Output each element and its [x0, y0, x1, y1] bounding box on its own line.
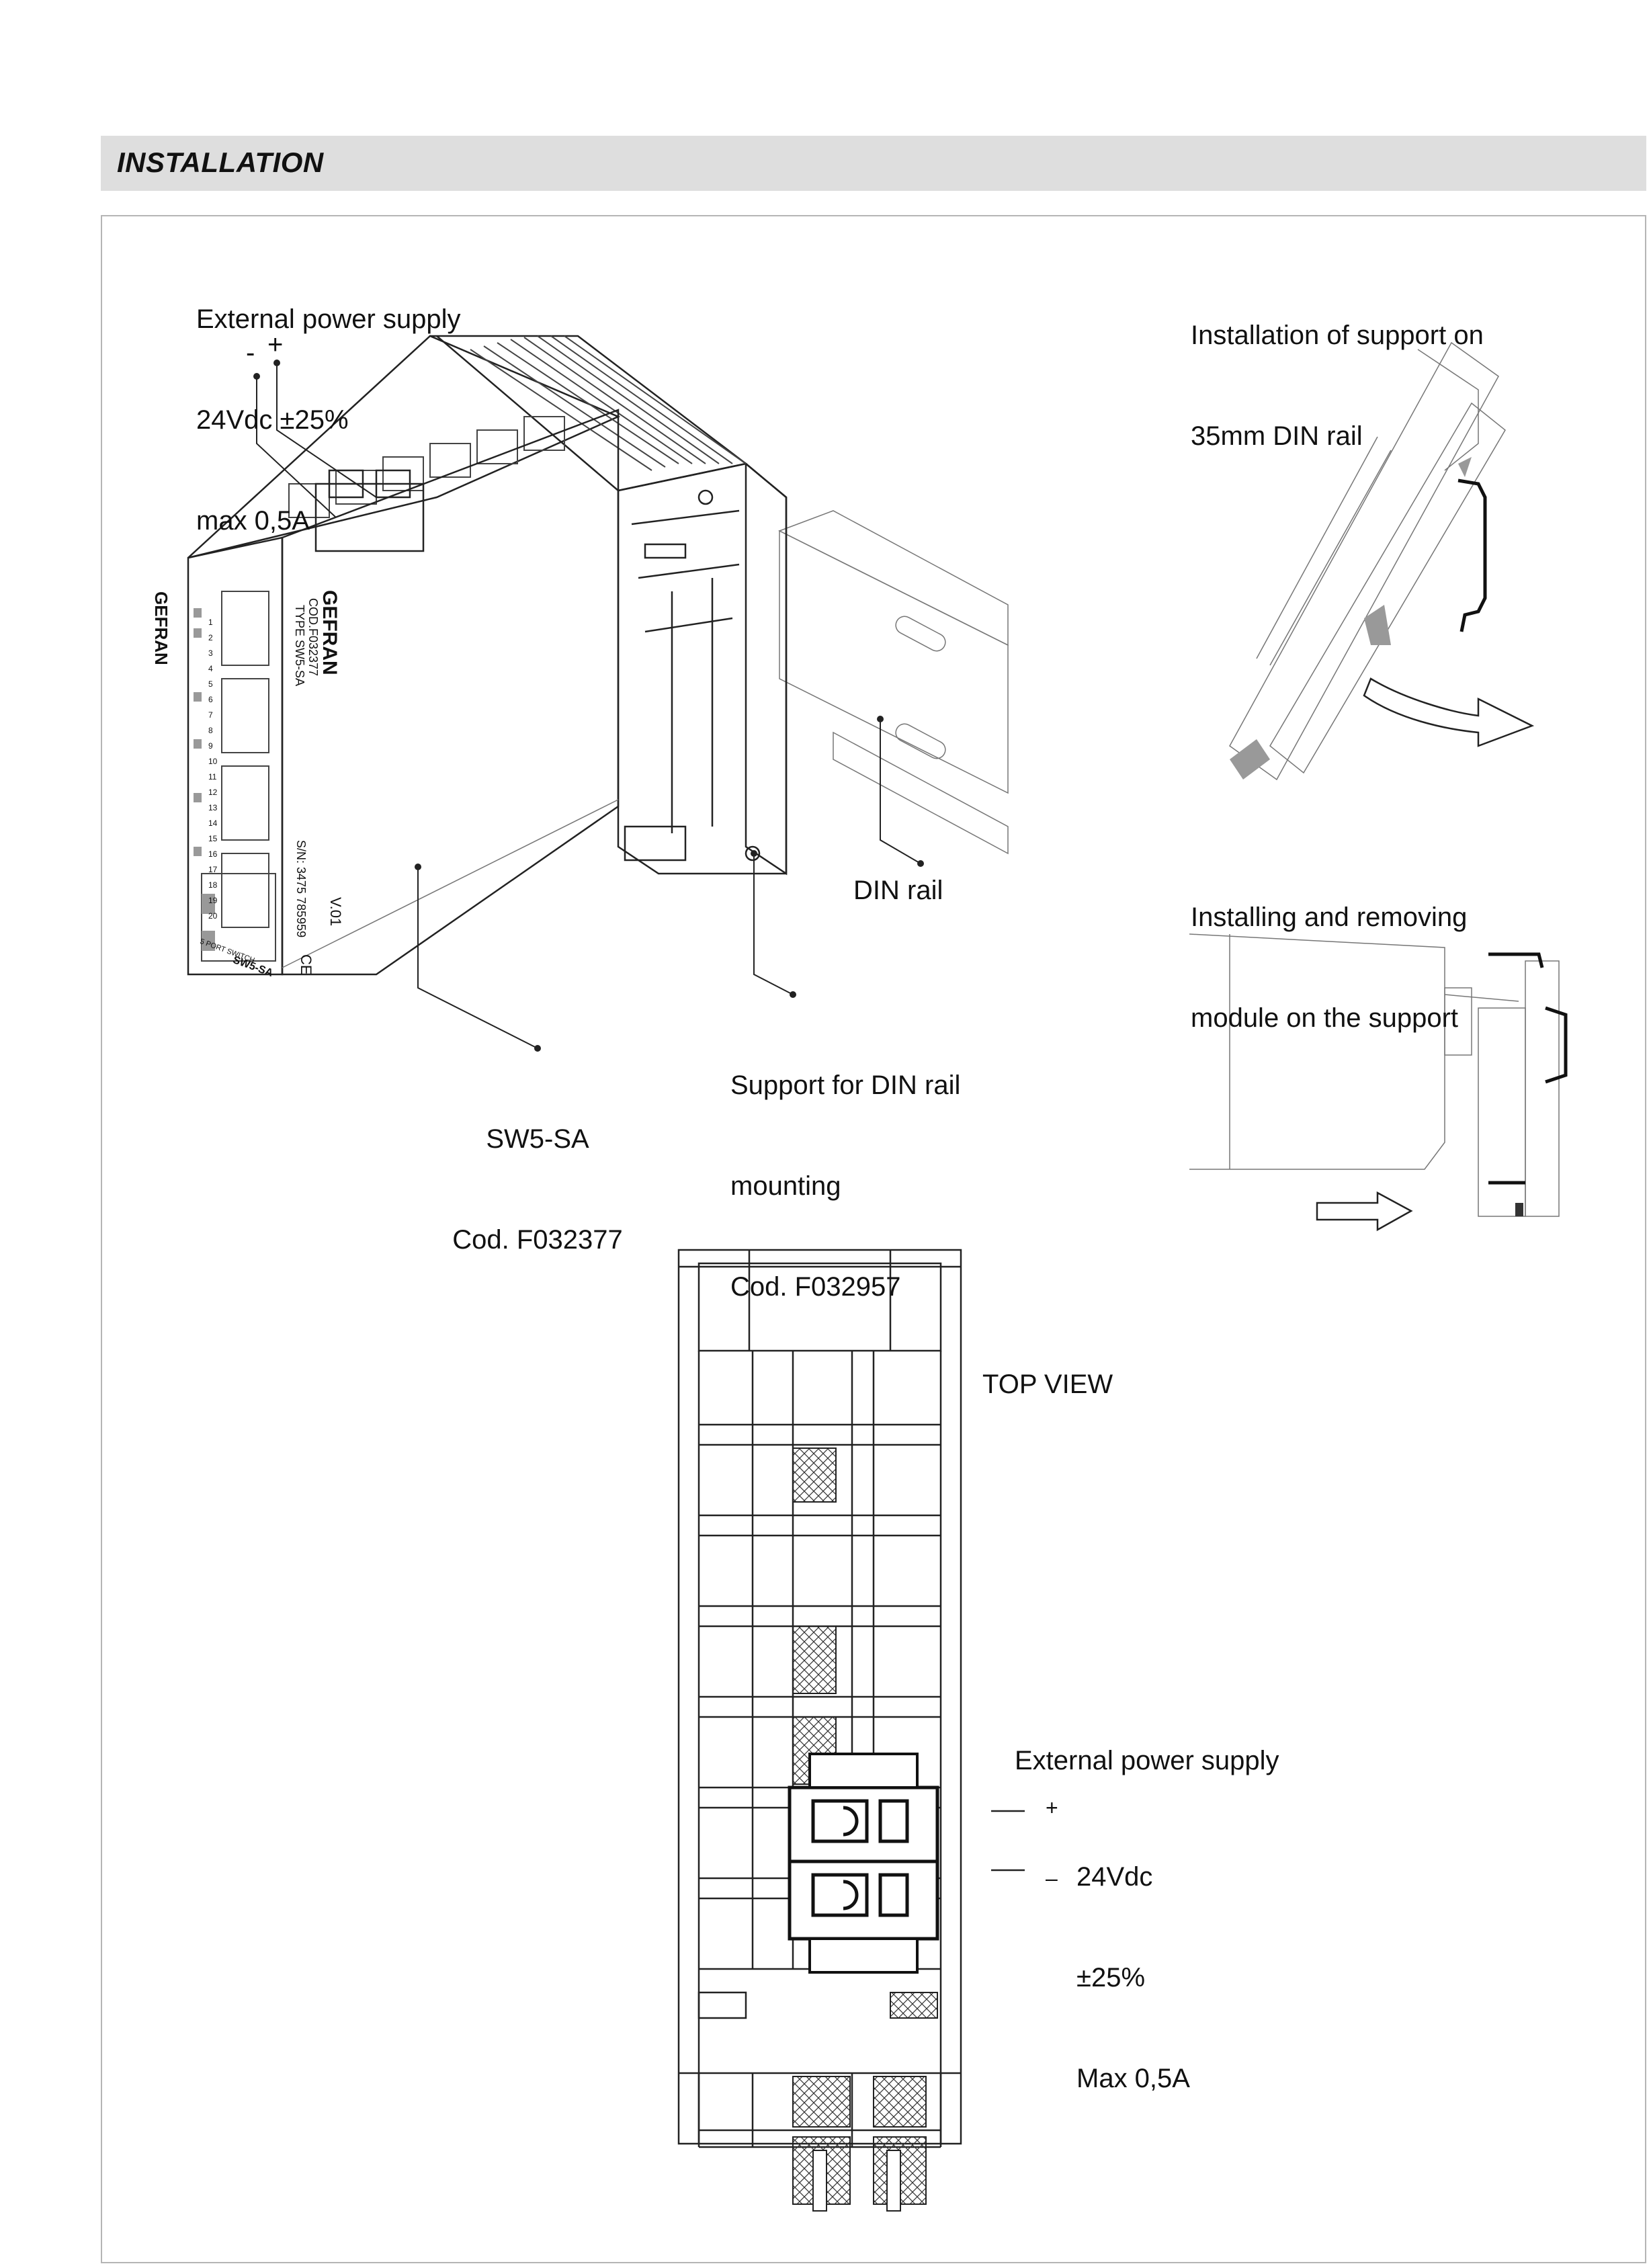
top-view-minus: –	[1046, 1866, 1058, 1890]
top-view-title: TOP VIEW	[982, 1370, 1113, 1399]
device-type: TYPE SW5-SA	[293, 605, 306, 687]
din-rail-drawing	[779, 511, 1008, 853]
top-view-power-values: 24Vdc ±25% Max 0,5A	[1076, 1862, 1190, 2093]
support-install-caption: Installation of support on 35mm DIN rail	[1191, 321, 1484, 451]
device-brand-side: GEFRAN	[319, 590, 341, 675]
ce-mark: CE	[298, 954, 314, 975]
device-code: COD.F032377	[306, 598, 320, 677]
ext-power-supply-label: External power supply 24Vdc ±25% max 0,5A	[196, 304, 461, 536]
module-install-caption: Installing and removing module on the support	[1191, 902, 1468, 1033]
device-serial: S/N: 3475 785959	[294, 840, 308, 938]
port-numbers: 1 2 3 4 5 6 7 8 9 10 11 12 13 14 15 16 17 18 19 20	[208, 618, 218, 921]
module-label: SW5-SA Cod. F032377	[452, 1124, 623, 1255]
din-support-drawing	[618, 464, 786, 874]
plus-polarity: +	[267, 330, 284, 360]
device-brand-front: GEFRAN	[151, 591, 171, 665]
device-port-switch: 5 PORT SWITCH	[198, 937, 256, 965]
top-view-power-title: External power supply	[1015, 1746, 1279, 1775]
top-view-plus: +	[1046, 1796, 1058, 1820]
device-model: SW5-SA	[231, 954, 275, 980]
minus-polarity: -	[246, 338, 255, 368]
device-version: V.01	[327, 897, 344, 927]
support-label: Support for DIN rail mounting Cod. F032957	[730, 1070, 961, 1302]
top-view-drawing	[679, 1250, 1025, 2211]
din-rail-label: DIN rail	[853, 876, 943, 905]
section-title: INSTALLATION	[117, 146, 324, 178]
